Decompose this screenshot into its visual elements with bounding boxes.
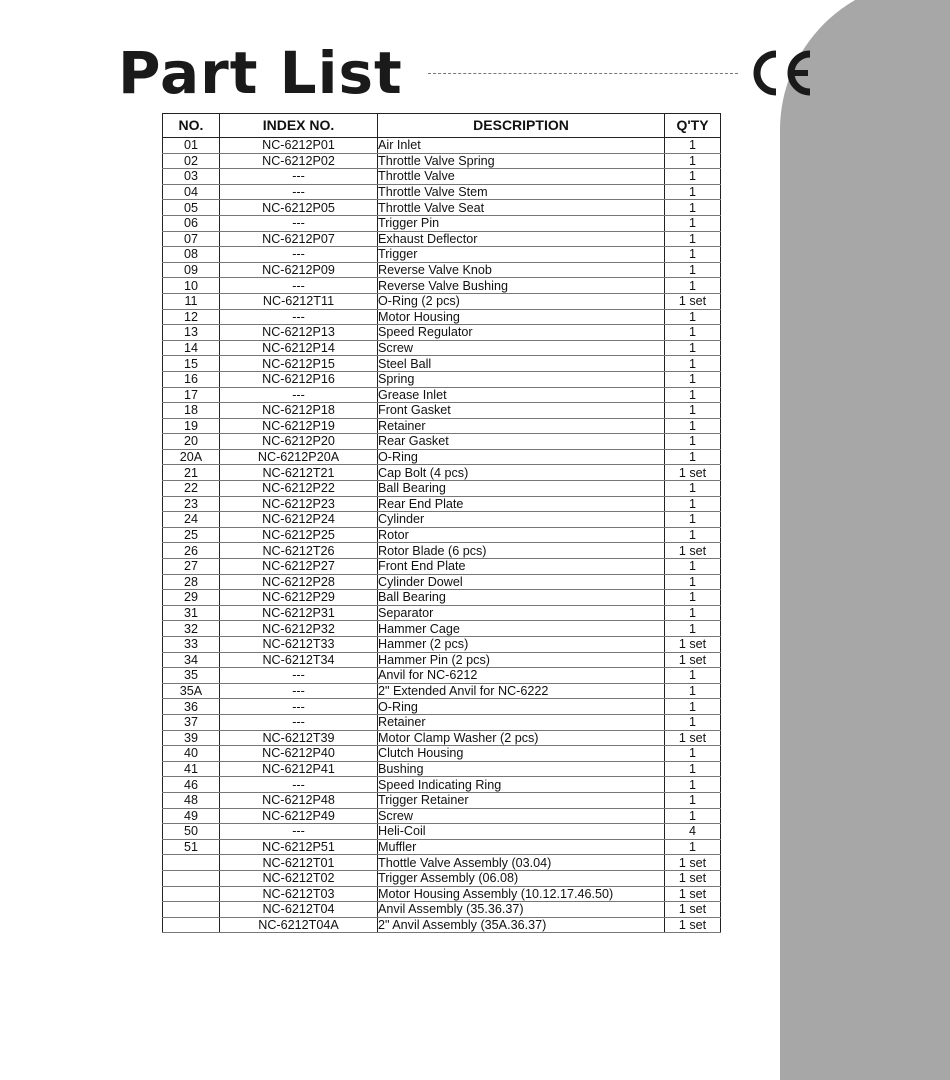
index-number: --- <box>220 714 378 730</box>
quantity: 1 <box>665 777 721 793</box>
table-row <box>163 714 721 730</box>
quantity: 1 set <box>665 855 721 871</box>
part-number: 23 <box>163 496 220 512</box>
part-description: Bushing <box>378 761 665 777</box>
part-number: 36 <box>163 699 220 715</box>
part-description: O-Ring (2 pcs) <box>378 293 665 309</box>
part-description: Motor Clamp Washer (2 pcs) <box>378 730 665 746</box>
column-header-index-no: INDEX NO. <box>220 114 378 138</box>
index-number: --- <box>220 247 378 263</box>
index-number: NC-6212P16 <box>220 371 378 387</box>
table-row <box>163 839 721 855</box>
quantity: 1 <box>665 621 721 637</box>
table-row <box>163 449 721 465</box>
quantity: 1 <box>665 169 721 185</box>
part-number: 21 <box>163 465 220 481</box>
quantity: 1 <box>665 449 721 465</box>
index-number: --- <box>220 668 378 684</box>
part-number: 03 <box>163 169 220 185</box>
part-number: 01 <box>163 138 220 154</box>
quantity: 1 <box>665 761 721 777</box>
table-row <box>163 668 721 684</box>
part-description: Throttle Valve Seat <box>378 200 665 216</box>
table-row <box>163 169 721 185</box>
page-title: Part List <box>118 39 403 107</box>
part-number: 51 <box>163 839 220 855</box>
part-description: Rear End Plate <box>378 496 665 512</box>
index-number: NC-6212P15 <box>220 356 378 372</box>
table-row <box>163 231 721 247</box>
table-row <box>163 746 721 762</box>
table-row <box>163 621 721 637</box>
quantity: 1 <box>665 309 721 325</box>
quantity: 1 <box>665 138 721 154</box>
index-number: NC-6212P09 <box>220 262 378 278</box>
part-number: 49 <box>163 808 220 824</box>
index-number: NC-6212P49 <box>220 808 378 824</box>
part-number <box>163 855 220 871</box>
part-number: 31 <box>163 605 220 621</box>
part-description: 2" Anvil Assembly (35A.36.37) <box>378 917 665 933</box>
index-number: --- <box>220 387 378 403</box>
part-number: 25 <box>163 527 220 543</box>
part-description: Clutch Housing <box>378 746 665 762</box>
index-number: NC-6212P20 <box>220 434 378 450</box>
part-number: 33 <box>163 637 220 653</box>
index-number: NC-6212P28 <box>220 574 378 590</box>
part-description: Anvil for NC-6212 <box>378 668 665 684</box>
part-number: 10 <box>163 278 220 294</box>
part-description: 2" Extended Anvil for NC-6222 <box>378 683 665 699</box>
index-number: NC-6212T03 <box>220 886 378 902</box>
part-description: Exhaust Deflector <box>378 231 665 247</box>
part-description: Screw <box>378 808 665 824</box>
part-description: Trigger Retainer <box>378 792 665 808</box>
index-number: NC-6212T39 <box>220 730 378 746</box>
part-number: 40 <box>163 746 220 762</box>
quantity: 4 <box>665 824 721 840</box>
quantity: 1 <box>665 403 721 419</box>
part-number: 16 <box>163 371 220 387</box>
title-dashed-rule <box>428 73 738 74</box>
table-row <box>163 434 721 450</box>
index-number: NC-6212P05 <box>220 200 378 216</box>
table-row <box>163 481 721 497</box>
part-description: Front Gasket <box>378 403 665 419</box>
quantity: 1 <box>665 371 721 387</box>
index-number: NC-6212P20A <box>220 449 378 465</box>
part-number: 06 <box>163 215 220 231</box>
quantity: 1 set <box>665 870 721 886</box>
part-number: 12 <box>163 309 220 325</box>
part-number: 37 <box>163 714 220 730</box>
index-number: NC-6212P19 <box>220 418 378 434</box>
table-row <box>163 917 721 933</box>
quantity: 1 <box>665 387 721 403</box>
quantity: 1 set <box>665 637 721 653</box>
index-number: --- <box>220 777 378 793</box>
part-number: 15 <box>163 356 220 372</box>
part-description: Ball Bearing <box>378 590 665 606</box>
index-number: NC-6212T02 <box>220 870 378 886</box>
part-description: Cylinder <box>378 512 665 528</box>
index-number: NC-6212P31 <box>220 605 378 621</box>
table-row <box>163 683 721 699</box>
part-number: 26 <box>163 543 220 559</box>
part-description: Screw <box>378 340 665 356</box>
part-description: Spring <box>378 371 665 387</box>
parts-table <box>162 113 721 933</box>
quantity: 1 set <box>665 902 721 918</box>
part-number: 27 <box>163 559 220 575</box>
part-description: Motor Housing Assembly (10.12.17.46.50) <box>378 886 665 902</box>
table-row <box>163 465 721 481</box>
index-number: NC-6212T26 <box>220 543 378 559</box>
column-header-no: NO. <box>163 114 220 138</box>
quantity: 1 set <box>665 886 721 902</box>
part-description: Steel Ball <box>378 356 665 372</box>
table-row <box>163 340 721 356</box>
table-row <box>163 777 721 793</box>
part-description: Anvil Assembly (35.36.37) <box>378 902 665 918</box>
table-row <box>163 496 721 512</box>
quantity: 1 <box>665 699 721 715</box>
table-row <box>163 262 721 278</box>
quantity: 1 <box>665 683 721 699</box>
quantity: 1 <box>665 839 721 855</box>
quantity: 1 <box>665 808 721 824</box>
index-number: NC-6212T21 <box>220 465 378 481</box>
index-number: NC-6212P48 <box>220 792 378 808</box>
part-description: Throttle Valve <box>378 169 665 185</box>
index-number: NC-6212T04A <box>220 917 378 933</box>
index-number: NC-6212T11 <box>220 293 378 309</box>
index-number: NC-6212P51 <box>220 839 378 855</box>
index-number: NC-6212T34 <box>220 652 378 668</box>
quantity: 1 <box>665 278 721 294</box>
quantity: 1 set <box>665 543 721 559</box>
part-number <box>163 870 220 886</box>
part-description: Trigger Assembly (06.08) <box>378 870 665 886</box>
table-row <box>163 824 721 840</box>
index-number: --- <box>220 683 378 699</box>
quantity: 1 <box>665 418 721 434</box>
part-description: Thottle Valve Assembly (03.04) <box>378 855 665 871</box>
quantity: 1 set <box>665 465 721 481</box>
table-row <box>163 309 721 325</box>
table-row <box>163 870 721 886</box>
part-number: 08 <box>163 247 220 263</box>
table-row <box>163 543 721 559</box>
part-description: Motor Housing <box>378 309 665 325</box>
part-number: 20A <box>163 449 220 465</box>
part-number: 17 <box>163 387 220 403</box>
index-number: NC-6212T33 <box>220 637 378 653</box>
index-number: NC-6212P23 <box>220 496 378 512</box>
part-description: O-Ring <box>378 449 665 465</box>
quantity: 1 <box>665 605 721 621</box>
table-row <box>163 699 721 715</box>
table-row <box>163 902 721 918</box>
index-number: --- <box>220 824 378 840</box>
part-number: 28 <box>163 574 220 590</box>
quantity: 1 <box>665 527 721 543</box>
index-number: --- <box>220 699 378 715</box>
part-number: 35A <box>163 683 220 699</box>
table-row <box>163 527 721 543</box>
table-row <box>163 808 721 824</box>
table-row <box>163 293 721 309</box>
part-number: 29 <box>163 590 220 606</box>
index-number: NC-6212P01 <box>220 138 378 154</box>
table-row <box>163 855 721 871</box>
part-description: Cap Bolt (4 pcs) <box>378 465 665 481</box>
part-description: Speed Regulator <box>378 325 665 341</box>
part-number: 24 <box>163 512 220 528</box>
table-row <box>163 605 721 621</box>
part-description: Hammer (2 pcs) <box>378 637 665 653</box>
table-row <box>163 418 721 434</box>
index-number: NC-6212P22 <box>220 481 378 497</box>
quantity: 1 <box>665 184 721 200</box>
part-number: 09 <box>163 262 220 278</box>
table-row <box>163 637 721 653</box>
part-number: 02 <box>163 153 220 169</box>
table-row <box>163 371 721 387</box>
quantity: 1 set <box>665 730 721 746</box>
parts-table-body <box>163 138 721 933</box>
table-row <box>163 200 721 216</box>
table-row <box>163 761 721 777</box>
table-row <box>163 403 721 419</box>
part-description: Rear Gasket <box>378 434 665 450</box>
quantity: 1 <box>665 231 721 247</box>
part-number: 05 <box>163 200 220 216</box>
index-number: NC-6212P13 <box>220 325 378 341</box>
part-number: 07 <box>163 231 220 247</box>
part-description: Throttle Valve Stem <box>378 184 665 200</box>
quantity: 1 <box>665 340 721 356</box>
quantity: 1 <box>665 668 721 684</box>
part-description: Hammer Pin (2 pcs) <box>378 652 665 668</box>
part-description: Trigger <box>378 247 665 263</box>
quantity: 1 <box>665 496 721 512</box>
column-header-description: DESCRIPTION <box>378 114 665 138</box>
part-number: 50 <box>163 824 220 840</box>
part-description: Throttle Valve Spring <box>378 153 665 169</box>
index-number: NC-6212T04 <box>220 902 378 918</box>
part-number: 34 <box>163 652 220 668</box>
part-description: Cylinder Dowel <box>378 574 665 590</box>
part-description: Hammer Cage <box>378 621 665 637</box>
part-number: 04 <box>163 184 220 200</box>
index-number: --- <box>220 184 378 200</box>
table-row <box>163 792 721 808</box>
part-description: Retainer <box>378 418 665 434</box>
quantity: 1 set <box>665 917 721 933</box>
table-row <box>163 184 721 200</box>
part-description: Reverse Valve Bushing <box>378 278 665 294</box>
part-number: 41 <box>163 761 220 777</box>
table-row <box>163 356 721 372</box>
part-description: Front End Plate <box>378 559 665 575</box>
part-description: Trigger Pin <box>378 215 665 231</box>
column-header-qty: Q'TY <box>665 114 721 138</box>
index-number: NC-6212P02 <box>220 153 378 169</box>
table-row <box>163 153 721 169</box>
quantity: 1 <box>665 356 721 372</box>
index-number: NC-6212P14 <box>220 340 378 356</box>
index-number: NC-6212P29 <box>220 590 378 606</box>
part-description: O-Ring <box>378 699 665 715</box>
part-number <box>163 886 220 902</box>
part-number: 32 <box>163 621 220 637</box>
quantity: 1 <box>665 247 721 263</box>
part-number: 20 <box>163 434 220 450</box>
part-number: 39 <box>163 730 220 746</box>
ce-mark-icon <box>746 48 816 98</box>
quantity: 1 <box>665 590 721 606</box>
table-row <box>163 574 721 590</box>
index-number: --- <box>220 278 378 294</box>
index-number: NC-6212P41 <box>220 761 378 777</box>
quantity: 1 <box>665 153 721 169</box>
quantity: 1 <box>665 559 721 575</box>
part-description: Grease Inlet <box>378 387 665 403</box>
index-number: NC-6212P40 <box>220 746 378 762</box>
table-header-row <box>163 114 721 138</box>
index-number: --- <box>220 215 378 231</box>
quantity: 1 <box>665 325 721 341</box>
quantity: 1 <box>665 481 721 497</box>
table-row <box>163 278 721 294</box>
quantity: 1 <box>665 792 721 808</box>
table-row <box>163 325 721 341</box>
table-row <box>163 652 721 668</box>
part-number: 35 <box>163 668 220 684</box>
index-number: NC-6212P07 <box>220 231 378 247</box>
part-number: 13 <box>163 325 220 341</box>
quantity: 1 <box>665 262 721 278</box>
part-number: 11 <box>163 293 220 309</box>
part-number <box>163 902 220 918</box>
table-row <box>163 886 721 902</box>
part-number <box>163 917 220 933</box>
part-description: Ball Bearing <box>378 481 665 497</box>
part-description: Speed Indicating Ring <box>378 777 665 793</box>
index-number: NC-6212P18 <box>220 403 378 419</box>
quantity: 1 <box>665 200 721 216</box>
part-description: Muffler <box>378 839 665 855</box>
part-number: 22 <box>163 481 220 497</box>
table-row <box>163 387 721 403</box>
table-row <box>163 559 721 575</box>
part-number: 48 <box>163 792 220 808</box>
part-number: 46 <box>163 777 220 793</box>
part-number: 14 <box>163 340 220 356</box>
index-number: NC-6212P32 <box>220 621 378 637</box>
index-number: --- <box>220 309 378 325</box>
part-description: Air Inlet <box>378 138 665 154</box>
part-number: 18 <box>163 403 220 419</box>
part-description: Reverse Valve Knob <box>378 262 665 278</box>
quantity: 1 <box>665 746 721 762</box>
index-number: NC-6212P24 <box>220 512 378 528</box>
index-number: NC-6212P27 <box>220 559 378 575</box>
table-row <box>163 247 721 263</box>
part-description: Retainer <box>378 714 665 730</box>
part-description: Rotor Blade (6 pcs) <box>378 543 665 559</box>
quantity: 1 set <box>665 293 721 309</box>
quantity: 1 <box>665 215 721 231</box>
quantity: 1 <box>665 714 721 730</box>
quantity: 1 set <box>665 652 721 668</box>
index-number: NC-6212P25 <box>220 527 378 543</box>
table-row <box>163 138 721 154</box>
quantity: 1 <box>665 512 721 528</box>
index-number: NC-6212T01 <box>220 855 378 871</box>
quantity: 1 <box>665 574 721 590</box>
part-description: Separator <box>378 605 665 621</box>
part-description: Rotor <box>378 527 665 543</box>
part-description: Heli-Coil <box>378 824 665 840</box>
quantity: 1 <box>665 434 721 450</box>
table-row <box>163 215 721 231</box>
index-number: --- <box>220 169 378 185</box>
table-row <box>163 512 721 528</box>
table-row <box>163 590 721 606</box>
table-row <box>163 730 721 746</box>
part-number: 19 <box>163 418 220 434</box>
